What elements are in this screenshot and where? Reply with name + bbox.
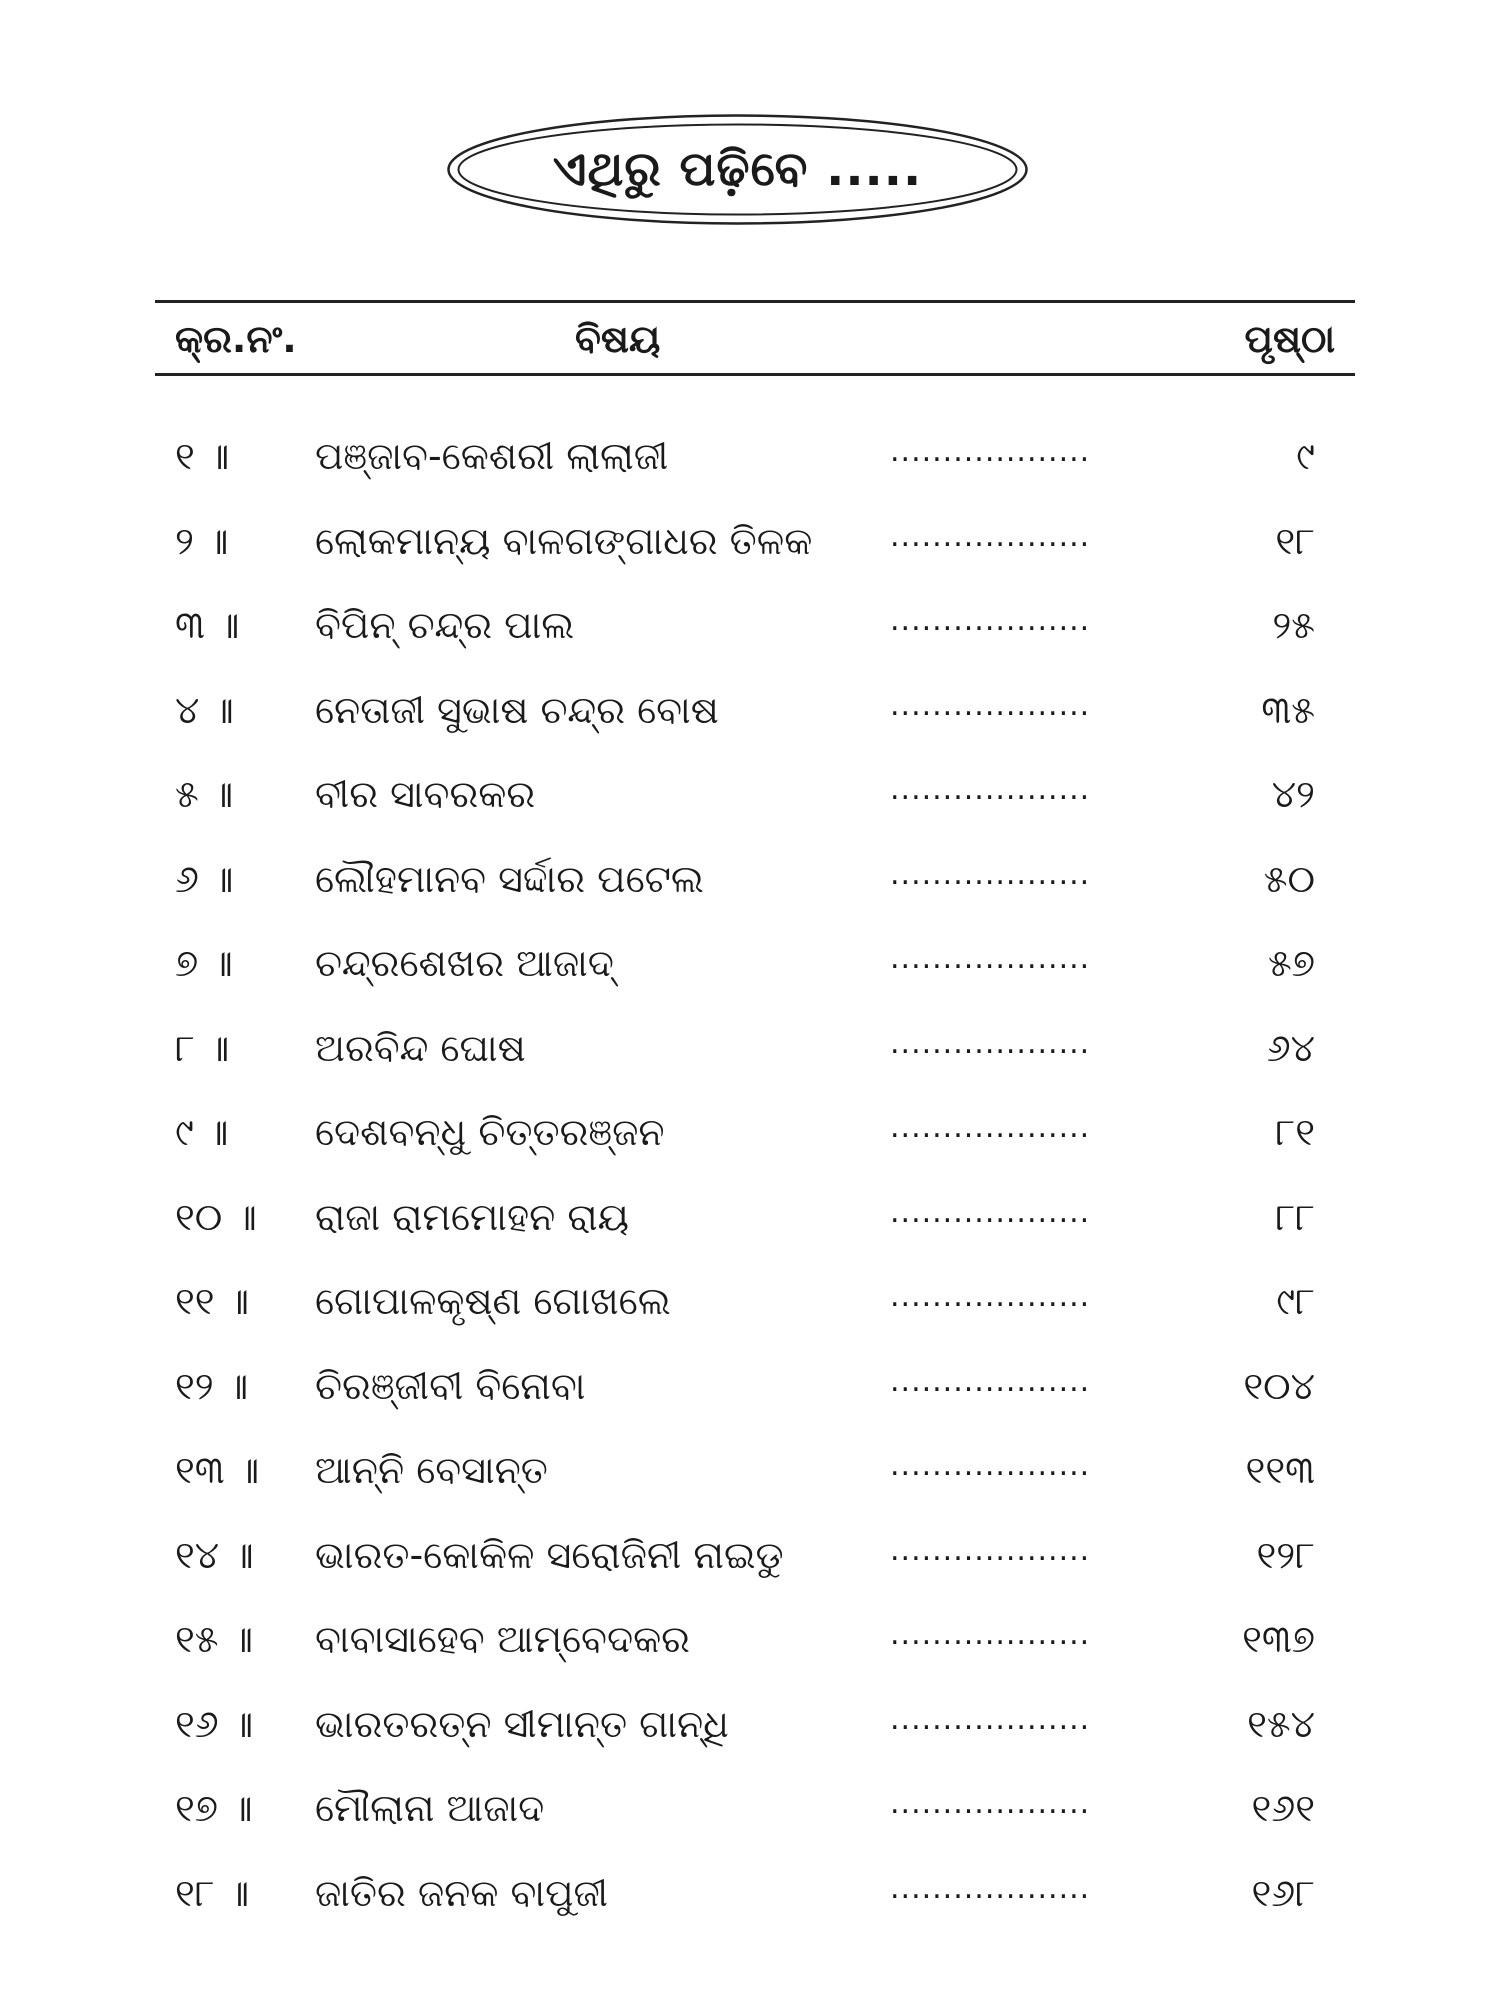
entry-title: ନେତାଜୀ ସୁଭାଷ ଚନ୍ଦ୍ର ବୋଷ — [315, 687, 719, 732]
entry-number: ୮ ॥ — [175, 1025, 230, 1070]
entry-page: ୧୬୧ — [1251, 1786, 1315, 1830]
toc-row — [155, 927, 1355, 1012]
toc-row — [155, 1688, 1355, 1773]
toc-row — [155, 1603, 1355, 1688]
entry-number: ୭ ॥ — [175, 941, 233, 985]
entry-title: ଚିରଞ୍ଜୀବୀ ବିନୋବା — [315, 1363, 586, 1408]
dot-leader: ................... — [890, 941, 1091, 976]
toc-row — [155, 1857, 1355, 1942]
entry-title: ଜାତିର ଜନକ ବାପୁଜୀ — [315, 1870, 609, 1915]
entry-title: ଚନ୍ଦ୍ରଶେଖର ଆଜାଦ୍ — [315, 941, 614, 985]
entry-page: ୯୮ — [1276, 1279, 1315, 1323]
entry-title: ଭାରତ-କୋକିଳ ସରୋଜିନୀ ନାଇଡୁ — [315, 1532, 784, 1577]
entry-number: ୧୭ ॥ — [175, 1786, 253, 1830]
dot-leader: ................... — [890, 772, 1091, 807]
dot-leader: ................... — [890, 1363, 1091, 1399]
entry-number: ୧୫ ॥ — [175, 1617, 254, 1661]
entry-title: ଭାରତରତ୍ନ ସୀମାନ୍ତ ଗାନ୍ଧି — [315, 1701, 729, 1746]
title-oval — [445, 112, 1030, 227]
entry-title: ଦେଶବନ୍ଧୁ ଚିତ୍ତରଞ୍ଜନ — [315, 1110, 665, 1154]
toc-row — [155, 1772, 1355, 1857]
dot-leader: ................... — [890, 856, 1091, 892]
toc-row — [155, 589, 1355, 674]
entry-number: ୯ ॥ — [175, 1110, 229, 1154]
dot-leader: ................... — [890, 1448, 1091, 1483]
entry-title: ଅରବିନ୍ଦ ଘୋଷ — [315, 1025, 526, 1070]
dot-leader: ................... — [890, 1025, 1091, 1061]
page-title: ଏଥିରୁ ପଢ଼ିବେ ..... — [552, 141, 923, 197]
entry-number: ୧୮ ॥ — [175, 1870, 250, 1915]
entry-page: ୬୪ — [1266, 1025, 1315, 1070]
dot-leader: ................... — [890, 1532, 1091, 1568]
header-top-rule — [155, 300, 1355, 303]
entry-page: ୧୨୮ — [1256, 1532, 1315, 1577]
header-serial: କ୍ର.ନଂ. — [175, 317, 297, 361]
dot-leader: ................... — [890, 1194, 1091, 1230]
entry-page: ୪୨ — [1271, 772, 1315, 816]
dot-leader: ................... — [890, 687, 1091, 723]
table-header — [155, 305, 1355, 370]
toc-row — [155, 1434, 1355, 1519]
dot-leader: ................... — [890, 518, 1091, 554]
entry-number: ୧୧ ॥ — [175, 1279, 250, 1323]
entry-page: ୩୫ — [1261, 687, 1315, 732]
header-bottom-rule — [155, 373, 1355, 376]
entry-title: ଆନ୍ନି ବେସାନ୍ତ — [315, 1448, 548, 1492]
entry-title: ମୌଲାନା ଆଜାଦ — [315, 1786, 545, 1830]
entry-title: ବୀର ସାବରକର — [315, 772, 536, 816]
dot-leader: ................... — [890, 434, 1091, 469]
entry-page: ୧୩୭ — [1242, 1617, 1315, 1661]
entry-page: ୧୫୪ — [1247, 1701, 1315, 1746]
entry-title: ଗୋପାଳକୃଷ୍ଣ ଗୋଖଲେ — [315, 1279, 671, 1323]
entry-number: ୪ ॥ — [175, 687, 234, 732]
dot-leader: ................... — [890, 1110, 1091, 1145]
toc-row — [155, 1519, 1355, 1604]
header-page: ପୃଷ୍ଠା — [1244, 317, 1335, 361]
entry-page: ୧୧୩ — [1245, 1448, 1315, 1492]
entry-page: ୮୧ — [1275, 1110, 1315, 1154]
entry-page: ୫୭ — [1268, 941, 1315, 985]
entry-title: ଲୌହମାନବ ସର୍ଦ୍ଦାର ପଟେଲ — [315, 856, 704, 901]
dot-leader: ................... — [890, 1617, 1091, 1652]
dot-leader: ................... — [890, 1786, 1091, 1821]
header-subject: ବିଷୟ — [575, 317, 661, 361]
entry-title: ରାଜା ରାମମୋହନ ରାୟ — [315, 1194, 629, 1239]
dot-leader: ................... — [890, 1279, 1091, 1314]
entry-title: ଲୋକମାନ୍ୟ ବାଳଗଙ୍ଗାଧର ତିଳକ — [315, 518, 813, 563]
toc-row — [155, 758, 1355, 843]
entry-page: ୫୦ — [1263, 856, 1315, 901]
toc-row — [155, 674, 1355, 759]
entry-page: ୧୬୮ — [1251, 1870, 1315, 1915]
entry-title: ବାବାସାହେବ ଆମ୍ବେଦକର — [315, 1617, 690, 1661]
toc-row — [155, 420, 1355, 505]
entry-number: ୬ ॥ — [175, 856, 234, 901]
entry-page: ୧୮ — [1275, 518, 1315, 563]
entry-number: ୧ ॥ — [175, 434, 230, 478]
entry-number: ୧୩ ॥ — [175, 1448, 260, 1492]
toc-row — [155, 1096, 1355, 1181]
toc-row — [155, 1012, 1355, 1097]
toc-row — [155, 843, 1355, 928]
entry-number: ୨ ॥ — [175, 518, 229, 563]
dot-leader: ................... — [890, 1870, 1091, 1906]
entry-page: ୧୦୪ — [1243, 1363, 1315, 1408]
entry-number: ୧୪ ॥ — [175, 1532, 254, 1577]
entry-number: ୫ ॥ — [175, 772, 234, 816]
entry-number: ୧୬ ॥ — [175, 1701, 254, 1746]
entry-title: ବିପିନ୍ ଚନ୍ଦ୍ର ପାଲ — [315, 603, 575, 647]
entry-number: ୧୨ ॥ — [175, 1363, 249, 1408]
dot-leader: ................... — [890, 1701, 1091, 1737]
toc-row — [155, 1181, 1355, 1266]
toc-row — [155, 505, 1355, 590]
entry-title: ପଞ୍ଜାବ-କେଶରୀ ଲାଲାଜୀ — [315, 434, 669, 478]
table-of-contents — [155, 420, 1355, 1941]
entry-page: ୨୫ — [1272, 603, 1315, 647]
toc-row — [155, 1350, 1355, 1435]
entry-number: ୧୦ ॥ — [175, 1194, 257, 1239]
dot-leader: ................... — [890, 603, 1091, 638]
entry-page: ୮୮ — [1275, 1194, 1315, 1239]
entry-number: ୩ ॥ — [175, 603, 240, 647]
entry-page: ୯ — [1296, 434, 1315, 478]
toc-row — [155, 1265, 1355, 1350]
